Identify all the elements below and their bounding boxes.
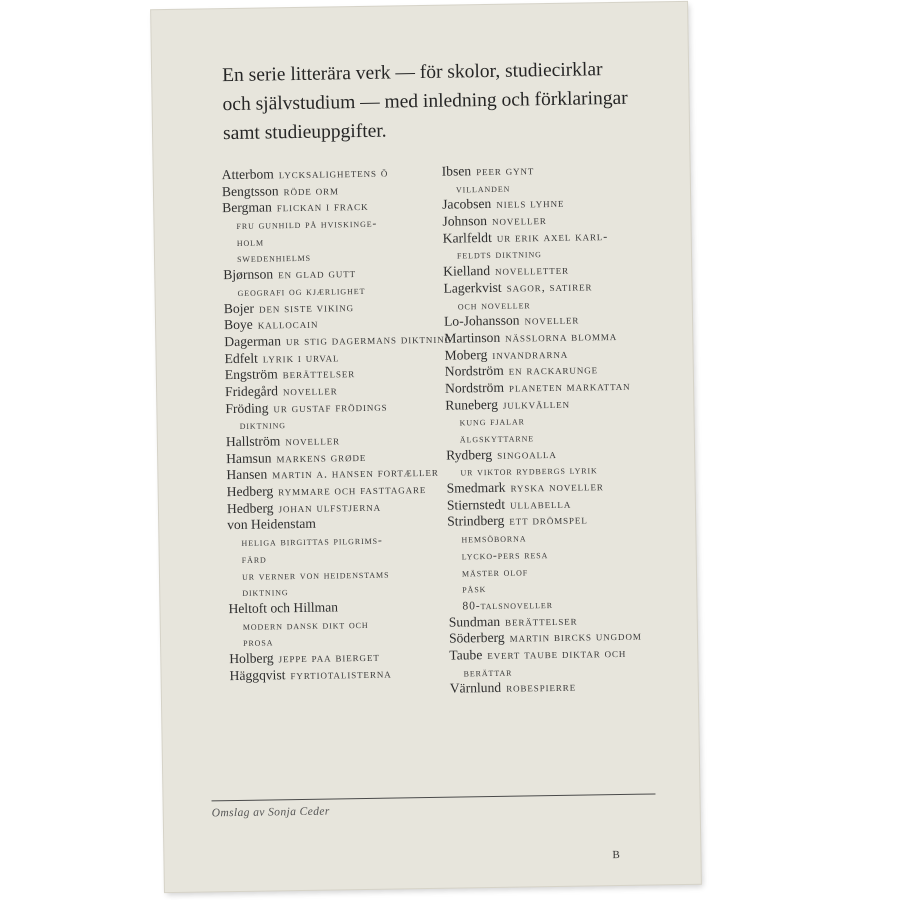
work-title: villanden [455,182,511,196]
work-title: diktning [242,586,289,600]
work-title: röde orm [283,183,339,198]
work-title: ullabella [509,496,572,512]
intro-line: och självstudium — med inledning och förklaringar [222,87,628,116]
work-title: kallocain [257,316,319,332]
author-name: Stiernstedt [446,496,506,513]
list-item [443,227,673,264]
entry-line [227,481,457,501]
author-name: Edfelt [224,350,258,366]
work-title: ur gustaf frödings [273,399,388,416]
work-title: planeten markattan [508,378,631,395]
work-title: noveller [282,383,338,399]
author-name: Rydberg [446,446,493,463]
author-name: Runeberg [445,396,499,413]
author-name: Hedberg [226,483,274,500]
author-name: Johnson [442,213,488,229]
author-name: Boye [223,316,253,333]
work-title: fru gunhild på hviskinge- [236,217,378,233]
work-title: rymmare och fasttagare [278,482,427,499]
work-title: och noveller [457,298,531,312]
work-title: niels lyhne [496,196,565,212]
author-name: Dagerman [224,333,282,350]
author-name: Nordström [444,363,504,379]
work-title: kung fjalar [459,415,525,429]
work-title: noveller [285,433,341,449]
series-description [222,54,663,148]
author-name: Värnlund [449,680,502,696]
work-title: holm [236,236,265,249]
work-title: ur erik axel karl- [496,228,609,245]
work-title: robespierre [506,679,577,696]
work-title: hemsöborna [461,532,527,546]
list-item [446,444,676,481]
work-title: heliga birgittas pilgrims- [241,534,383,550]
work-title: martin bircks ungdom [509,628,642,645]
work-title: en rackarunge [508,362,599,378]
work-title: en glad gutt [278,266,357,282]
work-title: prosa [242,636,274,650]
work-title: sagor, satirer [506,279,593,295]
author-name: Atterbom [221,166,274,183]
work-title: invandrarna [492,346,569,362]
author-name: Moberg [444,346,488,363]
work-title: peer gynt [476,163,535,179]
work-title: martin a. hansen fortæller [272,465,439,482]
work-title: flickan i frack [276,199,369,215]
list-item [229,664,459,684]
author-name: Bojer [223,300,255,316]
work-title: johan ulfstjerna [278,499,382,516]
work-title: noveller [524,312,580,328]
work-title: geografi og kjærlighet [237,284,366,299]
work-title: mäster olof [461,565,529,579]
work-title: swedenhielms [236,252,312,266]
author-name: Engström [224,366,278,383]
work-title: den siste viking [258,299,355,316]
work-title: 80-talsnoveller [462,598,553,613]
list-item [447,511,679,615]
work-title: ur stig dagermans diktning [285,331,453,349]
entry-line [229,664,459,684]
author-name: Taube [449,647,483,663]
work-title: diktning [239,419,287,433]
intro-line: samt studieuppgifter. [222,120,387,145]
author-name: Smedmark [446,479,506,496]
author-name: Söderberg [448,630,505,646]
work-title: fyrtiotalisterna [290,666,392,682]
work-title: noveller [491,213,547,228]
author-name: Hallström [225,433,281,450]
work-title: singoalla [497,446,557,462]
author-name: Martinson [444,329,501,346]
entry-line [450,677,680,697]
work-title: markens grøde [276,449,367,466]
author-name: Jacobsen [442,196,492,213]
work-title: nässlorna blomma [505,328,618,345]
work-title: berättelser [504,613,578,629]
author-name: Lagerkvist [443,279,502,296]
title-list-left [222,164,460,685]
work-title: ryska noveller [510,479,604,495]
list-item [224,330,454,350]
author-name: Strindberg [447,513,505,530]
author-name: Bengtsson [221,182,279,199]
work-title: berättar [463,666,513,680]
list-item [225,397,455,434]
list-item [442,160,672,197]
author-name: Sundman [448,613,501,630]
author-name: Ibsen [441,163,472,179]
title-list-right [442,160,680,698]
list-item [227,481,457,501]
list-item [227,514,458,601]
author-name: Hansen [226,466,268,483]
work-title: ur verner von heidenstams [241,568,390,583]
author-name: Fridegård [224,383,279,400]
author-name: Häggqvist [229,666,286,683]
work-title: evert taube diktar och [487,645,627,662]
author-name: Holberg [229,650,274,667]
work-title: feldts diktning [456,248,542,262]
page-mark: B [612,849,620,862]
author-name: Hedberg [226,500,274,516]
work-title: färd [241,553,267,566]
work-title: julkvällen [502,396,571,412]
list-item [443,277,673,314]
list-item [450,677,680,697]
author-name: von Heidenstam [227,516,317,533]
author-name: Fröding [225,400,269,416]
list-item [445,394,676,448]
work-title: lycksalighetens ö [278,165,389,182]
divider-rule [212,793,656,801]
author-name: Lo-Johansson [443,312,520,329]
work-title: lycko-pers resa [461,548,549,563]
author-name: Heltoft och Hillman [228,599,339,616]
list-item [449,644,679,681]
work-title: älgskyttarne [459,432,535,446]
list-item [222,197,453,267]
list-item [228,597,459,651]
work-title: påsk [462,583,487,596]
author-name: Bjørnson [223,266,274,283]
work-title: ur viktor rydbergs lyrik [460,464,598,479]
author-name: Nordström [444,379,505,396]
author-name: Bergman [222,199,272,216]
intro-line: En serie litterära verk — för skolor, studiecirklar [221,59,603,87]
work-title: ett drömspel [509,512,588,529]
entry-line [224,330,454,350]
work-title: jeppe paa bierget [278,649,380,666]
book-back-cover [151,2,701,892]
work-title: novelletter [494,262,570,279]
work-title: lyrik i urval [262,349,340,366]
list-item [223,264,453,301]
work-title: modern dansk dikt och [242,618,369,633]
cover-credit: Omslag av Sonja Ceder [211,805,330,820]
author-name: Kielland [443,263,491,279]
author-name: Hamsun [226,450,272,466]
author-name: Karlfeldt [442,229,492,246]
work-title: berättelser [282,366,356,382]
